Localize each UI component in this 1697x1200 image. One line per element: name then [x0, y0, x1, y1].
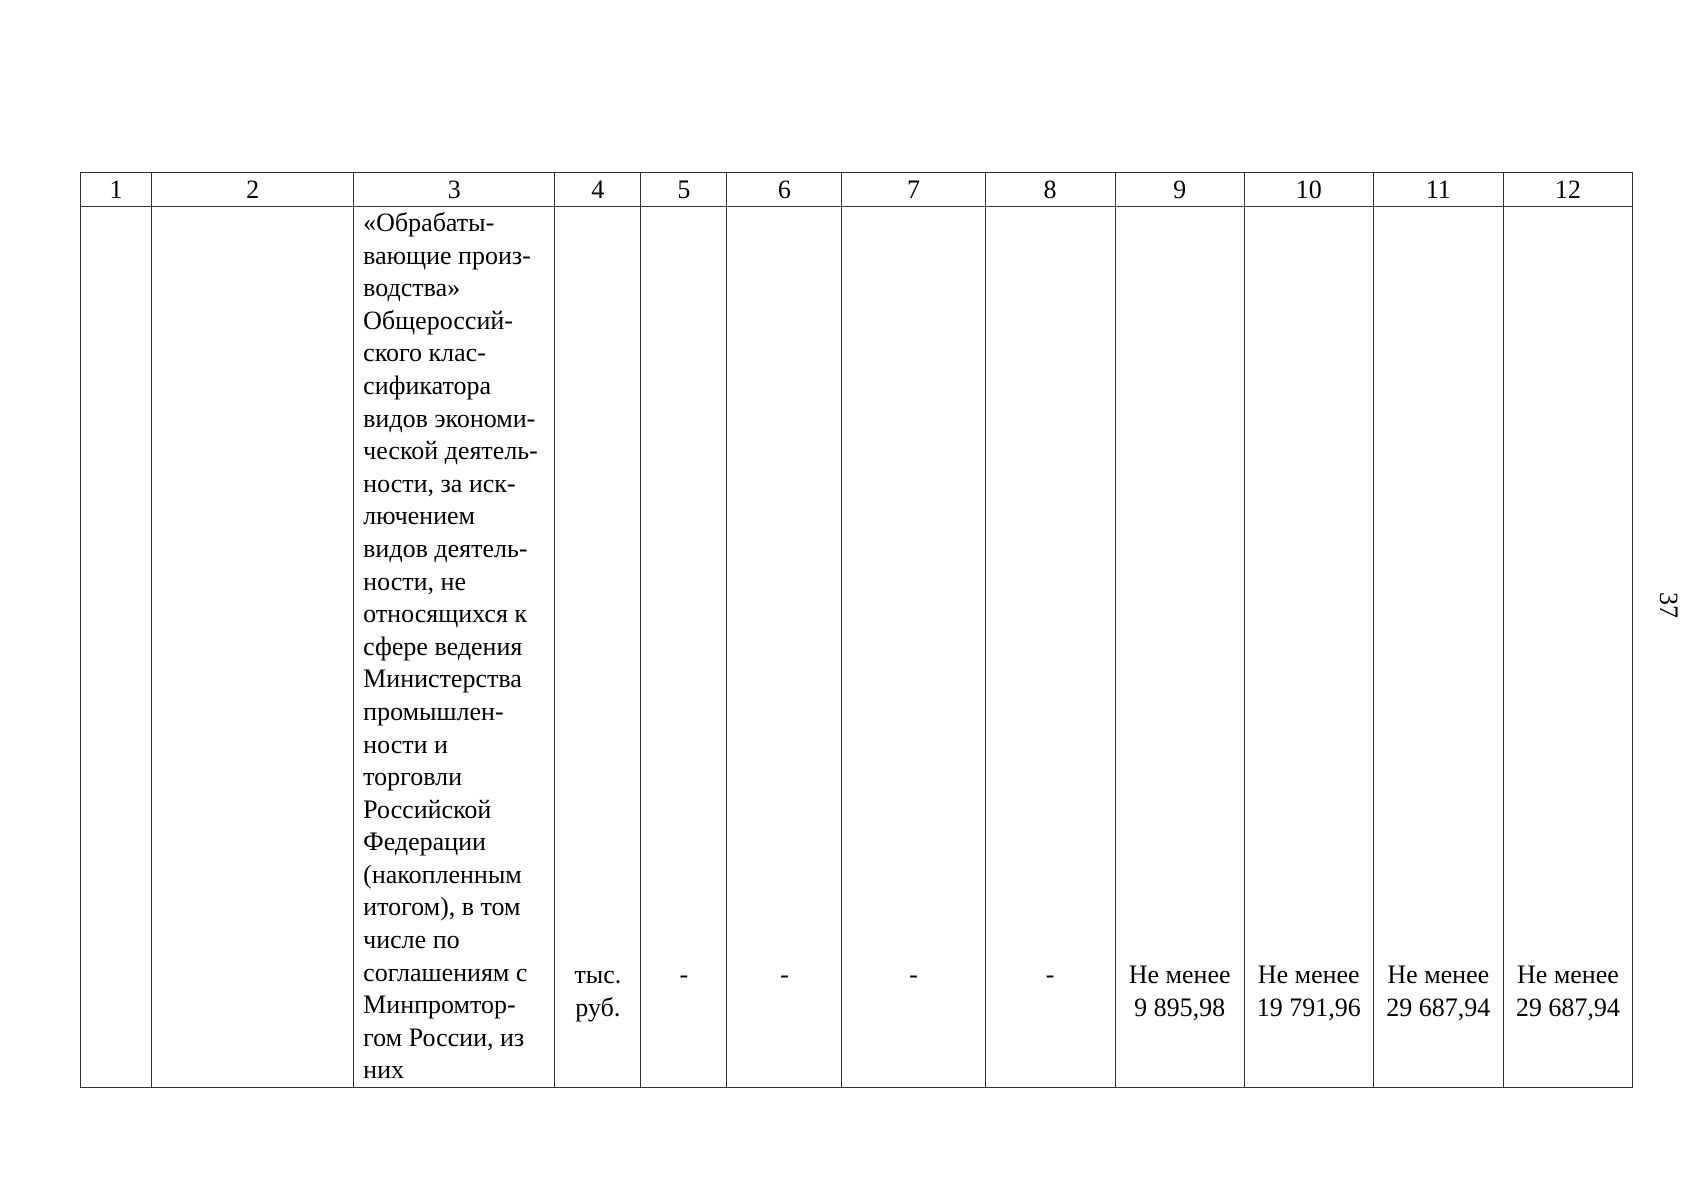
cell-col2 — [152, 207, 354, 1088]
cell-col7 — [842, 207, 985, 1088]
value-text: - — [780, 960, 789, 989]
header-cell: 10 — [1244, 173, 1373, 207]
header-cell: 5 — [641, 173, 727, 207]
cell-col9 — [1115, 207, 1244, 1088]
cell-col12 — [1503, 207, 1632, 1088]
page-number: 37 — [1654, 592, 1683, 618]
header-cell: 8 — [985, 173, 1115, 207]
indicator-description: «Обрабаты- вающие произ- водства» Общероссий- ского клас- сификатора видов экономи- ческой деятель- ности, за иск- лючением видов деятель- ности, не относящихся к сфере ведения Министерства промышлен- ности и торговли Российской Федерации (накопленным итогом), в том числе по соглашениям с Минпромтор- гом России, из них — [354, 207, 555, 1088]
header-cell: 9 — [1115, 173, 1244, 207]
value-text: - — [909, 960, 918, 989]
value-text: - — [1045, 960, 1055, 989]
value-text: - — [679, 960, 689, 989]
header-cell: 7 — [842, 173, 985, 207]
header-cell: 12 — [1503, 173, 1632, 207]
data-table — [80, 172, 1633, 1088]
cell-col1 — [81, 207, 152, 1088]
header-cell: 1 — [81, 173, 152, 207]
value-text: Не менее 9 895,98 — [1128, 960, 1231, 1022]
header-cell: 3 — [354, 173, 555, 207]
cell-col5 — [641, 207, 727, 1088]
value-text: Не менее 29 687,94 — [1515, 960, 1620, 1022]
cell-col10 — [1244, 207, 1373, 1088]
header-cell: 6 — [727, 173, 842, 207]
cell-col6 — [727, 207, 842, 1088]
cell-col8 — [985, 207, 1115, 1088]
value-text: Не менее 29 687,94 — [1386, 960, 1491, 1022]
value-text: Не менее 19 791,96 — [1256, 960, 1361, 1022]
cell-unit — [555, 207, 641, 1088]
table-row — [81, 207, 1633, 1088]
table-header-row — [81, 173, 1633, 207]
unit-text: тыс. руб. — [574, 960, 622, 1022]
header-cell: 4 — [555, 173, 641, 207]
header-cell: 11 — [1373, 173, 1503, 207]
cell-col11 — [1373, 207, 1503, 1088]
header-cell: 2 — [152, 173, 354, 207]
